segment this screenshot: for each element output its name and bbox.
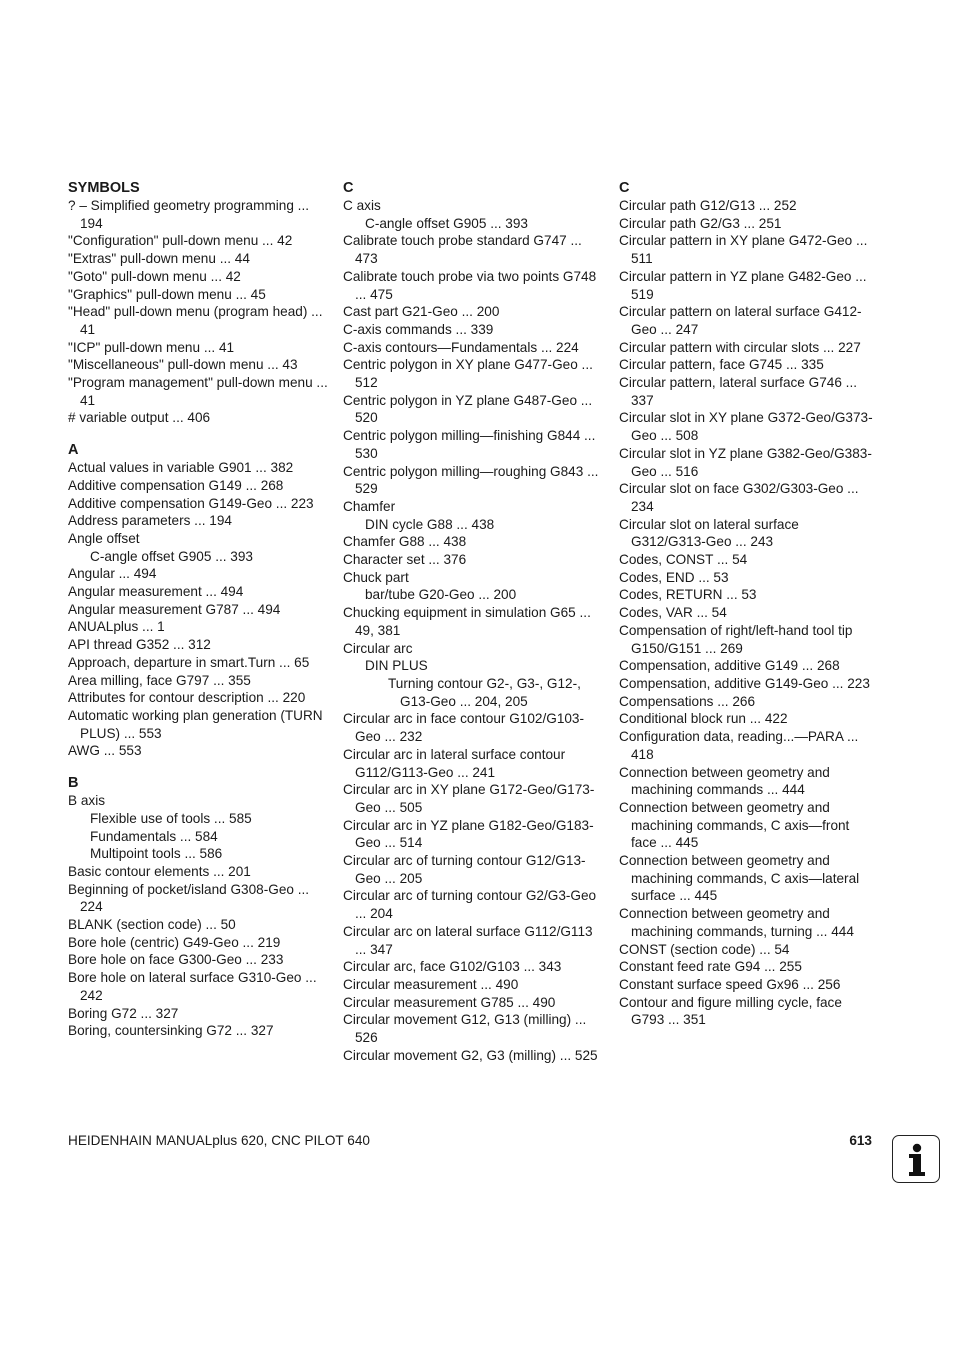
section-heading: SYMBOLS (68, 180, 140, 196)
index-subentry: bar/tube G20-Geo ... 200 (365, 587, 517, 603)
index-entry: Boring, countersinking G72 ... 327 (68, 1023, 274, 1039)
index-entry: ? – Simplified geometry programming ... 194 (68, 198, 310, 231)
index-entry: Angular measurement ... 494 (68, 584, 244, 600)
index-column-1 (68, 179, 330, 1040)
index-entry: AWG ... 553 (68, 743, 142, 759)
index-entry: Codes, CONST ... 54 (619, 552, 748, 568)
index-entry: Circular pattern in XY plane G472-Geo ... 511 (619, 233, 868, 267)
index-section (619, 179, 877, 1029)
index-entry: C-axis commands ... 339 (343, 321, 494, 337)
index-entry: Chamfer (343, 498, 396, 514)
index-entry: Additive compensation G149 ... 268 (68, 477, 284, 493)
index-entry: Actual values in variable G901 ... 382 (68, 460, 294, 476)
index-entry: Circular arc of turning contour G2/G3-Geo ... 204 (343, 888, 597, 922)
index-entry: Contour and figure milling cycle, face G793 ... 351 (619, 994, 842, 1028)
index-entry: Circular movement G2, G3 (milling) ... 525 (343, 1047, 598, 1063)
index-entry: ANUALplus ... 1 (68, 619, 165, 635)
index-section (68, 441, 330, 760)
index-entry: Configuration data, reading...—PARA ... 418 (619, 729, 859, 762)
index-subentry: C-angle offset G905 ... 393 (365, 215, 528, 231)
index-entry: Codes, RETURN ... 53 (619, 587, 757, 603)
index-entry: Bore hole on lateral surface G310-Geo ... 242 (68, 970, 317, 1003)
index-entry: Circular arc on lateral surface G112/G113 ... 347 (343, 923, 593, 957)
index-entry: Centric polygon in XY plane G477-Geo ... 512 (343, 357, 593, 391)
index-entry: "Program management" pull-down menu ... 41 (68, 375, 328, 408)
index-entry: Compensations ... 266 (619, 693, 756, 709)
section-heading: A (68, 442, 79, 459)
index-entry: Cast part G21-Geo ... 200 (343, 304, 500, 320)
index-column-2 (343, 179, 605, 1064)
index-entry: Area milling, face G797 ... 355 (68, 672, 251, 688)
section-heading: C (619, 180, 630, 196)
index-entry: Calibrate touch probe standard G747 ... 473 (343, 233, 582, 267)
index-entry: BLANK (section code) ... 50 (68, 917, 236, 933)
index-section (68, 179, 330, 427)
index-entry: Codes, END ... 53 (619, 569, 729, 585)
index-entry: "Configuration" pull-down menu ... 42 (68, 233, 293, 249)
index-entry: Connection between geometry and machining commands, C axis—lateral surface ... 445 (619, 853, 860, 904)
index-entry: Centric polygon milling—roughing G843 ... 529 (343, 463, 599, 497)
index-section (68, 774, 330, 1040)
index-subentry: Flexible use of tools ... 585 (90, 810, 252, 826)
index-entry: Circular slot on lateral surface G312/G313-Geo ... 243 (619, 516, 799, 550)
index-entry: C-axis contours—Fundamentals ... 224 (343, 339, 579, 355)
index-entry: Circular slot on face G302/G303-Geo ... 234 (619, 481, 859, 514)
index-entry: Chuck part (343, 569, 409, 585)
index-column-3 (619, 179, 877, 1029)
index-entry: Compensation, additive G149 ... 268 (619, 658, 840, 674)
index-entry: Compensation of right/left-hand tool tip G150/G151 ... 269 (619, 622, 853, 656)
index-entry: Address parameters ... 194 (68, 513, 232, 529)
index-entry: Circular movement G12, G13 (milling) ... 526 (343, 1012, 587, 1046)
index-entry: Circular slot in XY plane G372-Geo/G373-Geo ... 508 (619, 410, 873, 444)
footer-title: HEIDENHAIN MANUALplus 620, CNC PILOT 640 (68, 1133, 370, 1148)
index-entry: Automatic working plan generation (TURN PLUS) ... 553 (68, 707, 323, 741)
index-entry: Beginning of pocket/island G308-Geo ... 224 (68, 881, 310, 915)
index-entry: "Graphics" pull-down menu ... 45 (68, 286, 266, 302)
index-entry: Angular measurement G787 ... 494 (68, 601, 281, 617)
index-subentry: Turning contour G2-, G3-, G12-, G13-Geo ... 204, 205 (388, 675, 581, 709)
index-entry: API thread G352 ... 312 (68, 637, 211, 653)
page-number: 613 (849, 1133, 872, 1148)
index-entry: Compensation, additive G149-Geo ... 223 (619, 675, 870, 691)
index-subentry: C-angle offset G905 ... 393 (90, 548, 253, 564)
index-entry: Basic contour elements ... 201 (68, 863, 251, 879)
index-entry: CONST (section code) ... 54 (619, 941, 790, 957)
index-entry: Centric polygon milling—finishing G844 ... 530 (343, 428, 596, 461)
index-entry: C axis (343, 198, 381, 213)
index-entry: Calibrate touch probe via two points G748 ... 475 (343, 268, 597, 302)
index-entry: "ICP" pull-down menu ... 41 (68, 339, 235, 355)
index-entry: Circular pattern in YZ plane G482-Geo ... 519 (619, 268, 867, 302)
index-entry: Circular pattern on lateral surface G412-Geo ... 247 (619, 304, 862, 337)
index-entry: Connection between geometry and machining commands ... 444 (619, 764, 830, 798)
index-entry: "Extras" pull-down menu ... 44 (68, 251, 250, 267)
index-entry: Conditional block run ... 422 (619, 711, 788, 727)
index-entry: Circular pattern with circular slots ... 227 (619, 339, 861, 355)
index-entry: B axis (68, 793, 106, 809)
index-entry: Bore hole on face G300-Geo ... 233 (68, 952, 284, 968)
index-entry: Approach, departure in smart.Turn ... 65 (68, 654, 310, 670)
index-entry: Constant feed rate G94 ... 255 (619, 959, 802, 975)
index-subentry: DIN PLUS (365, 658, 428, 674)
index-entry: Circular arc in face contour G102/G103-Geo ... 232 (343, 711, 585, 745)
index-entry: Circular slot in YZ plane G382-Geo/G383-Geo ... 516 (619, 445, 872, 479)
index-entry: Circular arc in lateral surface contour G112/G113-Geo ... 241 (343, 746, 566, 780)
index-entry: Circular arc in YZ plane G182-Geo/G183-Geo ... 514 (343, 817, 594, 851)
index-entry: Connection between geometry and machining commands, C axis—front face ... 445 (619, 799, 850, 851)
index-subentry: Multipoint tools ... 586 (90, 846, 223, 862)
index-entry: Chucking equipment in simulation G65 ... 49, 381 (343, 605, 591, 638)
index-entry: Attributes for contour description ... 220 (68, 690, 306, 706)
index-entry: Circular path G2/G3 ... 251 (619, 215, 782, 231)
index-entry: Bore hole (centric) G49-Geo ... 219 (68, 934, 281, 950)
index-entry: "Head" pull-down menu (program head) ... 41 (68, 304, 323, 337)
index-entry: Circular arc (343, 640, 413, 656)
index-entry: Additive compensation G149-Geo ... 223 (68, 495, 314, 511)
index-section (343, 179, 605, 1064)
index-entry: Angular ... 494 (68, 566, 157, 582)
index-entry: Circular arc in XY plane G172-Geo/G173-Geo ... 505 (343, 782, 595, 815)
index-entry: Chamfer G88 ... 438 (343, 534, 467, 550)
index-entry: Circular pattern, lateral surface G746 ... 337 (619, 375, 857, 408)
index-entry: # variable output ... 406 (68, 410, 211, 426)
index-entry: Centric polygon in YZ plane G487-Geo ... 520 (343, 392, 593, 426)
index-entry: "Miscellaneous" pull-down menu ... 43 (68, 357, 298, 373)
index-entry: Connection between geometry and machining commands, turning ... 444 (619, 906, 854, 939)
index-entry: Character set ... 376 (343, 552, 467, 568)
index-subentry: Fundamentals ... 584 (90, 828, 218, 844)
section-heading: C (343, 180, 354, 196)
index-entry: Circular pattern, face G745 ... 335 (619, 357, 824, 373)
index-entry: Circular path G12/G13 ... 252 (619, 198, 797, 213)
index-entry: Circular measurement G785 ... 490 (343, 994, 556, 1010)
index-entry: "Goto" pull-down menu ... 42 (68, 268, 241, 284)
index-subentry: DIN cycle G88 ... 438 (365, 516, 495, 532)
index-entry: Circular arc of turning contour G12/G13-Geo ... 205 (343, 853, 586, 886)
index-entry: Constant surface speed Gx96 ... 256 (619, 976, 841, 992)
info-icon (892, 1135, 940, 1183)
index-entry: Boring G72 ... 327 (68, 1005, 179, 1021)
section-heading: B (68, 775, 79, 792)
index-entry: Circular arc, face G102/G103 ... 343 (343, 959, 562, 975)
index-entry: Circular measurement ... 490 (343, 976, 519, 992)
index-entry: Angle offset (68, 530, 140, 546)
index-entry: Codes, VAR ... 54 (619, 605, 727, 621)
